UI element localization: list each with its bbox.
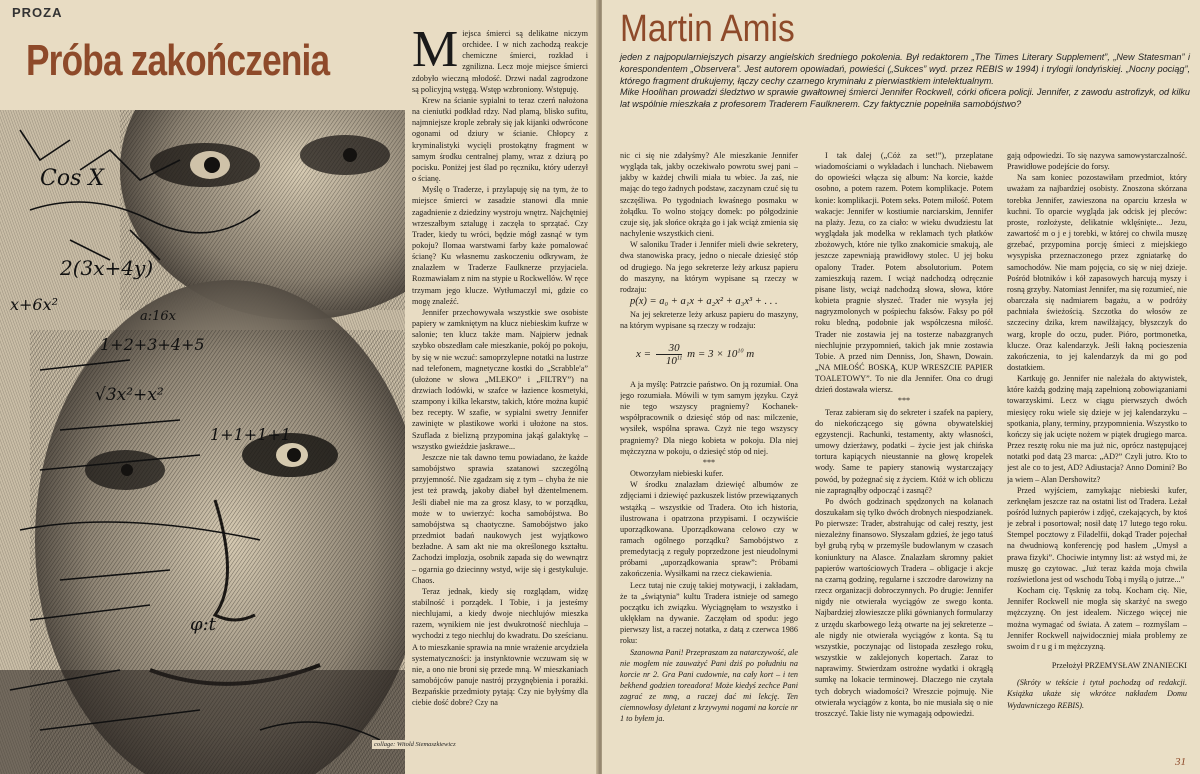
paragraph: Na jej sekreterze leży arkusz papieru do maszyny, na którym wypisane są rzeczy w rodzaju: <box>620 310 798 331</box>
intro-paragraph: jeden z najpopularniejszych pisarzy angielskich średniego pokolenia. Był redaktorem „The Times Literary Supplement”, „New Statesman” i korespondentem „Observera”. Jest autorem opowiadań, powieści („Sukces” wyd. przez REBIS w 1994) i trylogii londyńskiej. „Nocny pociąg”, którego fragment drukujemy, łączy cechy czarnego kryminału z pierwiastkiem intelektualnym. <box>620 52 1190 86</box>
portrait-collage <box>0 110 405 774</box>
paragraph: iejsca śmierci są delikatne niczym orchidee. I w nich zachodzą reakcje chemiczne śmierci, rozkład i zgnilizna. Lecz moje miejsce śmierci zdobyło wieczną młodość. Drzwi nadal zagrodzone są policyjną wstęgą. Wstęp wzbroniony. Wstępuję. <box>412 29 588 94</box>
right-column-3 <box>1007 150 1187 762</box>
left-text-column <box>412 28 588 758</box>
right-column-2 <box>815 150 993 762</box>
paragraph: Myślę o Traderze, i przylapuję się na tym, że to miejsce śmierci w zasadzie stanowi dla mnie zagadnienie z dziedziny wystroju wnętrz. Najchętniej wrzeszałbym sztalugę i zaczęła to sprzątać. Czy Trader, kiedy tu wróci, będzie mógł zasnąć w tym pokoju? Ilomaa warstwami farby każe pomalować ścianę? Ku własnemu zaskoczeniu odkrywam, że znalazłem w Traderze Faulknerze przyjaciela. Rozmawiałam z nim na stypie u Rockwellów. W ręce trzymam jego klucze. Wytłumaczyl mi, gdzie co mogę znaleźć. <box>412 185 588 306</box>
collage-formula: 1+1+1+1 <box>210 425 291 444</box>
story-title: Próba zakończenia <box>26 36 330 85</box>
intro-paragraph: Mike Hoolihan prowadzi śledztwo w sprawie gwałtownej śmierci Jennifer Rockwell, córki oficera policji. Jennifer, z zawodu astrofizyk, od kilku lat wspólnie mieszkała z profesorem Traderem Faulknerem. Czy faktycznie popełniła samobójstwo? <box>620 87 1190 110</box>
paragraph: Teraz zabieram się do sekreter i szafek na papiery, do niekończącego się gówna obywatelskiej egzystencji. Rachunki, testamenty, akty własności, umowy dzierżawy, podatki – życie jest jak chińska tortura kapiących nieustannie na głowę kropelek wody. Same te papiery stanowią wystarczający powód, by pożegnać się z życiem. Któż w ich obliczu nie zapragnąłby odpocząć i zasnąć? <box>815 407 993 495</box>
collage-formula: a:16x <box>140 309 177 324</box>
left-page <box>0 0 598 774</box>
paragraph: Kocham cię. Tęsknię za tobą. Kocham cię. Nie, Jennifer Rockwell nie mogła się skarżyć na swego mężczyznę. On jest idealem. Niczego więcej nie można wymagać od świata. A zatem – rozmyślam – Jennifer Rockwell najwidoczniej miała problemy ze swoim d r u g i m mężczyzną. <box>1007 586 1187 651</box>
paragraph: W saloniku Trader i Jennifer mieli dwie sekretery, dwa stanowiska pracy, jedno o niecałe dziesięć stóp od drugiego. Na jego sekreterze leży arkusz papieru do maszyny, na którym wypisane są rzeczy w rodzaju: <box>620 240 798 294</box>
right-page <box>602 0 1200 774</box>
paragraph: Na sam koniec pozostawiłam przedmiot, który uważam za najbardziej osobisty. Znoszona skórzana torebka Jennifer, zawieszona na oparciu krzesła w kuchni. To oparcie wygląda jak odcisk jej pleców: proste, rozłożyste, delikatnie wklęśnięte... Jezu, zawartość m o j e j torebki, w której co chwila muszę grzebać, przypomina porcję śmieci z miejskiego wysypiska przeznaczonego przez zgniatarkę do samochodów. Nie mam pojęcia, co się w niej dzieje. Pośród błotników i kół zapasowych harcują myszy i rosną grzyby. Natomiast Jennifer, ma się rozumieć, nie obarczała się nadmiarem bagażu, a w podróży pachniała świeżością. Szczotka do włosów ze szczeciny dzika, krem nawilżający, błyszczyk do warg, krople do oczu, puder. Pióro, portmonetka, klucze. Oraz kalendarzyk. Jeśli łakną pocieszenia zakończenia, to jej kalendarzyk da mi go pod dostatkiem. <box>1007 173 1187 372</box>
drop-cap: M <box>412 28 459 78</box>
quoted-letter: Szanowna Pani! Przepraszam za natarczywość, ale nie mogłem nie zauważyć Pani dziś po południu na korcie nr 2. Gra Pani cudownie, na cały kort – i ten bekhend godzien toreadora! Może kiedyś zechce Pani zagrać ze mną, a raczej dać mi lekcję. Ten ciemnowłosy dyletant z krzywymi nogami na korcie nr 1 to byłem ja. <box>620 647 798 724</box>
paragraph: Krew na ścianie sypialni to teraz czerń nałożona na cieniutki podkład rdzy. Nad plamą, blisko sufitu, najmniejsze krople zebrały się jak kijanki odwrócone ogonami od dziury w ścianie. Chłopcy z kryminalistyki wycięli prostokątny fragment w samym środku centralnej plamy, wraz z dziurą po pocisku. Poniżej jest ślad po ręczniku, który uderzył o ścianę. <box>412 95 588 184</box>
formula-polynomial: p(x) = a₀ + a₁x + a₂x² + a₃x³ + . . . <box>630 296 778 308</box>
paragraph: Po dwóch godzinach spędzonych na kolanach doszukałam się tylko dwóch drobnych niespodzianek. Po pierwsze: Trader, abstrahując od całej reszty, jest niezależny finansowo. Słyszałam gdzieś, że jego tatuś był grubą rybą w przemyśle budowlanym w czasach koniunktury na Alasce. Znalazłam skromny pakiet papierów wartościowych Tradera – obligacje i akcje na czarną godzinę, regularne i szczodre darowizny na rzecz organizacji dobroczynnych. Po drugie: Jennifer nigdy nie otwierała wyciągów ze swego konta. Najbardziej złowieszcze pliki gównianych formularzy z urzędu skarbowego leżą otwarte na jej sekreterze – ale nigdy nie otwierała wyciągów z konta. Są tu wszystkie, poczynając od listopada zeszłego roku, wszystkie w zaklejonych kopertach. Zaraz to naprawimy. Stwierdzam ostrożne wydatki i okrągłą sumkę na lokacie terminowej. Dlaczego nie czytała tych dobrych wiadomości? Wreszcie pojmuję. Nie otwierała wyciągów z konta, bo nie musiała się o nie troszczyć. Takie listy nie wymagają odpowiedzi. <box>815 496 993 718</box>
collage-credit: collage: Witold Siemaszkiewicz <box>374 741 456 748</box>
collage-formula: √3x²+x² <box>95 385 164 405</box>
collage-formula: x+6x² <box>10 295 59 314</box>
collage-formula: 1+2+3+4+5 <box>100 335 205 354</box>
right-column-1 <box>620 150 798 762</box>
paragraph: A ja myślę: Patrzcie państwo. On ją rozumiał. Ona jego rozumiała. Mówili w tym samym języku. Czyż nie tego wszyscy pragniemy? Kochanek-współpracownik o dziesięć stóp od nas: milczenie, wysiłek, wspólna sprawa. Czyż nie tego wszyscy pragniemy? Dla niego kobieta w pokoju. Dla niej mężczyzna w pokoju, o dziesięć stóp od niej. <box>620 379 798 456</box>
formula-distance: x = $\frac{30}{10^{11}}$ $m = 3 \times 10^{10}$ m <box>636 341 755 367</box>
translator-credit: Przełożył PRZEMYSŁAW ZNANIECKI <box>1051 661 1187 671</box>
paragraph: Kartkuję go. Jennifer nie należała do aktywistek, które każdą godzinę mają zapełnioną zobowiązaniami towarzyskimi. Lecz w ciągu pierwszych dwóch miesięcy roku wiele się dzieje w jej kalendarzyku – spotkania, plany, terminy, przypomnienia. Wszystko to kończy się jak ucięte nożem w piątek drugiego marca. Przez resztę roku nie ma już nic, oprócz następującej notatki pod datą 23 marca: „AD?” Czyli jutro. Kto to jest ale co to jest, AD? Adiustacja? Anno Domini? Bo ja wiem – Alan Dershowitz? <box>1007 374 1187 484</box>
paragraph: Przed wyjściem, zamykając niebieski kufer, zerknęłam jeszcze raz na ostatni list od Tradera. Leżał pośród lużnych papierów i zdjęć, czekających, by ktoś je zebrał i posortował; nosił datę 17 lutego tego roku. Stempel pocztowy z Filadelfii, dokąd Trader pojechał na dwudniową konferencję pod hasłem „Umysł a prawa fizyki”. Chociwie intymny list: aż wstyd mi, że muszę go czytowac. „Już teraz każda moja chwila rozświetlona jest od wschodu Tobą i myślą o jutrze...” <box>1007 485 1187 584</box>
collage-formula: φ:t <box>190 614 216 635</box>
paragraph: nic ci się nie zdałyśmy? Ale mieszkanie Jennifer wygląda tak, jakby oczekiwało powrotu swej pani – jakby w każdej chwili miała tu wbiec. Ja zaś, nie mając do tego żadnych podstaw, zaczynam czuć się tu szczęśliwa. Po tygodniach kwaśnego posmaku w żołądku. To wolno stojący domek: po półgodzinie czuje się, jak słońce okrąża go i jak wciąż zmienia się nachylenie wszystkich cieni. <box>620 151 798 239</box>
paragraph: Jeszcze nie tak dawno temu powiadano, że każde samobójstwo sprawia szatanowi szczególną przyjemność. Nie zgadzam się z tym – chyba że nie jest też prawdą, jakoby diabeł był dżentelmenem. Jeśli diabeł nie ma za grosz klasy, to w porządku, może w to uwierzyć: kocha samobójstwa. Bo samobójstwa są chaotyczne. Samobójstwo jako przedmiot badań naukowych jest wyjątkowo bezładne. A sam akt nie ma określonego kształtu. Zachodzi implozja, osobnik zapada się do wewnątrz – ogarnia go dziecinny wstyd, wije się i gestykuluje. Chaos. <box>412 452 588 585</box>
paragraph: Otworzyłam niebieski kufer. <box>630 469 724 479</box>
collage-illustration <box>0 110 405 774</box>
section-label: PROZA <box>12 5 63 20</box>
collage-formula: Cos X <box>40 166 105 191</box>
editorial-footnote: (Skróty w tekście i tytuł pochodzą od redakcji. Książka ukaże się wkrótce nakładem Domu Wydawniczego REBIS). <box>1007 678 1187 710</box>
author-name: Martin Amis <box>620 8 795 50</box>
paragraph: gają odpowiedzi. To się nazywa samowystarczalność. Prawidłowe podejście do forsy. <box>1007 151 1187 172</box>
page-number: 31 <box>1175 756 1186 768</box>
paragraph: I tak dalej („Cóż za set!”), przeplatane wiadomościami o wykładach i lunchach. Niebawem do opowieści włącza się album: Na korcie, każde osobno, a potem razem. Potem komplikacje. Potem konie: komplikacji. Potem seks. Potem miłość. Potem wakacje: Jennifer w kostiumie narciarskim, Jennifer na plaży. Jezu, co za ciało: w wieku dwudziestu lat wyglądała jak modelka w reklamach tych płatków zbożowych, które nie tylko znakomicie smakują, ale jeszcze zapewniają prawidłowy stolec. U jej boku opalony Trader. Potem absolutorium. Potem zamieszkują razem. I wciąż nadchodzą odręcznie pisane listy, wciąż nadchodzą słowa, słowa, które kobieta pragnie słyszeć. Trader nie wysyła jej nagryzmolonych w pośpiechu faksów. Faksy po pół roku bledną, podobnie jak współczesna miłość. Trader nie zostawia jej na tosterze nabazgranych niechlujnie przypomnień, takich jak mnie zostawia Tobie. A przed nim Denniss, Jon, Shawn, Dowain. „NA MIŁOŚĆ BOSKĄ, KUP WRESZCIE PAPIER TOALETOWY”. To nie dla Jennifer. Ona co drugi dzień dostawała wiersz. <box>815 151 993 395</box>
paragraph: Lecz tutaj nie czuję takiej motywacji, i zakładam, że ta „świątynia” kultu Tradera istnieje od samego początku ich związku. Wyciągnęłam to wszystko i ukłękłam na dywanie. Zaczęłam od spodu: jego pierwszy list, a raczej notatka, z datą z czerwca 1986 roku: <box>620 580 798 646</box>
paragraph: Teraz jednak, kiedy się rozglądam, widzę stabilność i porządek. I Tobie, i ja jesteśmy niechlujami, a kiedy dwoje niechlujów mieszka razem, wynikiem nie jest dwukrotność niechluja – wychodzi z tego niechluj do kwadratu. Do sześcianu. A to mieszkanie sprawia na mnie wrażenie arcydzieła systematyczności: ja instynktownie wczuwam się w nie, a ono nie broni się przede mną. W mieszkaniach samobójców panuje nastrój przygnębienia i porażki. Bezpańskie przedmioty pytają: Czy nie byłyśmy dla ciebie dość dobre? Czy na <box>412 586 588 708</box>
author-intro <box>620 52 1190 111</box>
collage-formula: 2(3x+4y) <box>60 256 154 280</box>
section-break: *** <box>897 396 911 406</box>
paragraph: W środku znalazłam dziewięć albumów ze zdjęciami i dziewięć pazkuszek listów przewiązanych wstążką – wszystkie od Tradera. Oto ich historia, ilustrowana i opatrzona przypisami. I oczywiście uporządkowana. Uporządkowana celowo czy w ramach ogólnego porządku? Samobójstwo z premedytacją z reguły poprzedzone jest nieudolnymi próbami „uporządkowania spraw”: Próbami zakończenia. Wysiłkami na rzecz ciekawienia. <box>620 480 798 579</box>
paragraph: Jennifer przechowywała wszystkie swe osobiste papiery w zamkniętym na klucz niebieskim kufrze w salonie; ten klucz także mam. Najpierw jednak szybko obszedłam całe mieszkanie, pokój po pokoju, by się w nie wczuć: samoprzylepne notatki na lustrze nad telefonem, magnetyczne kostki do „Scrabble'a” (ułożone w słowa „MLEKO” i „FILTRY”) na drzwiach lodówki, w szafce w łazience kosmetyki, szampony i kilka lekarstw, takich, które można kupić bez recepty. W szafie, w sypialni swetry Jennifer zawinięte w plastikowe worki i ułożone na stos. Szuflada z bielizną przypomina jakąś galaktykę – wszystko gwieździe jaskrawe... <box>412 307 588 451</box>
section-break: *** <box>702 457 716 467</box>
